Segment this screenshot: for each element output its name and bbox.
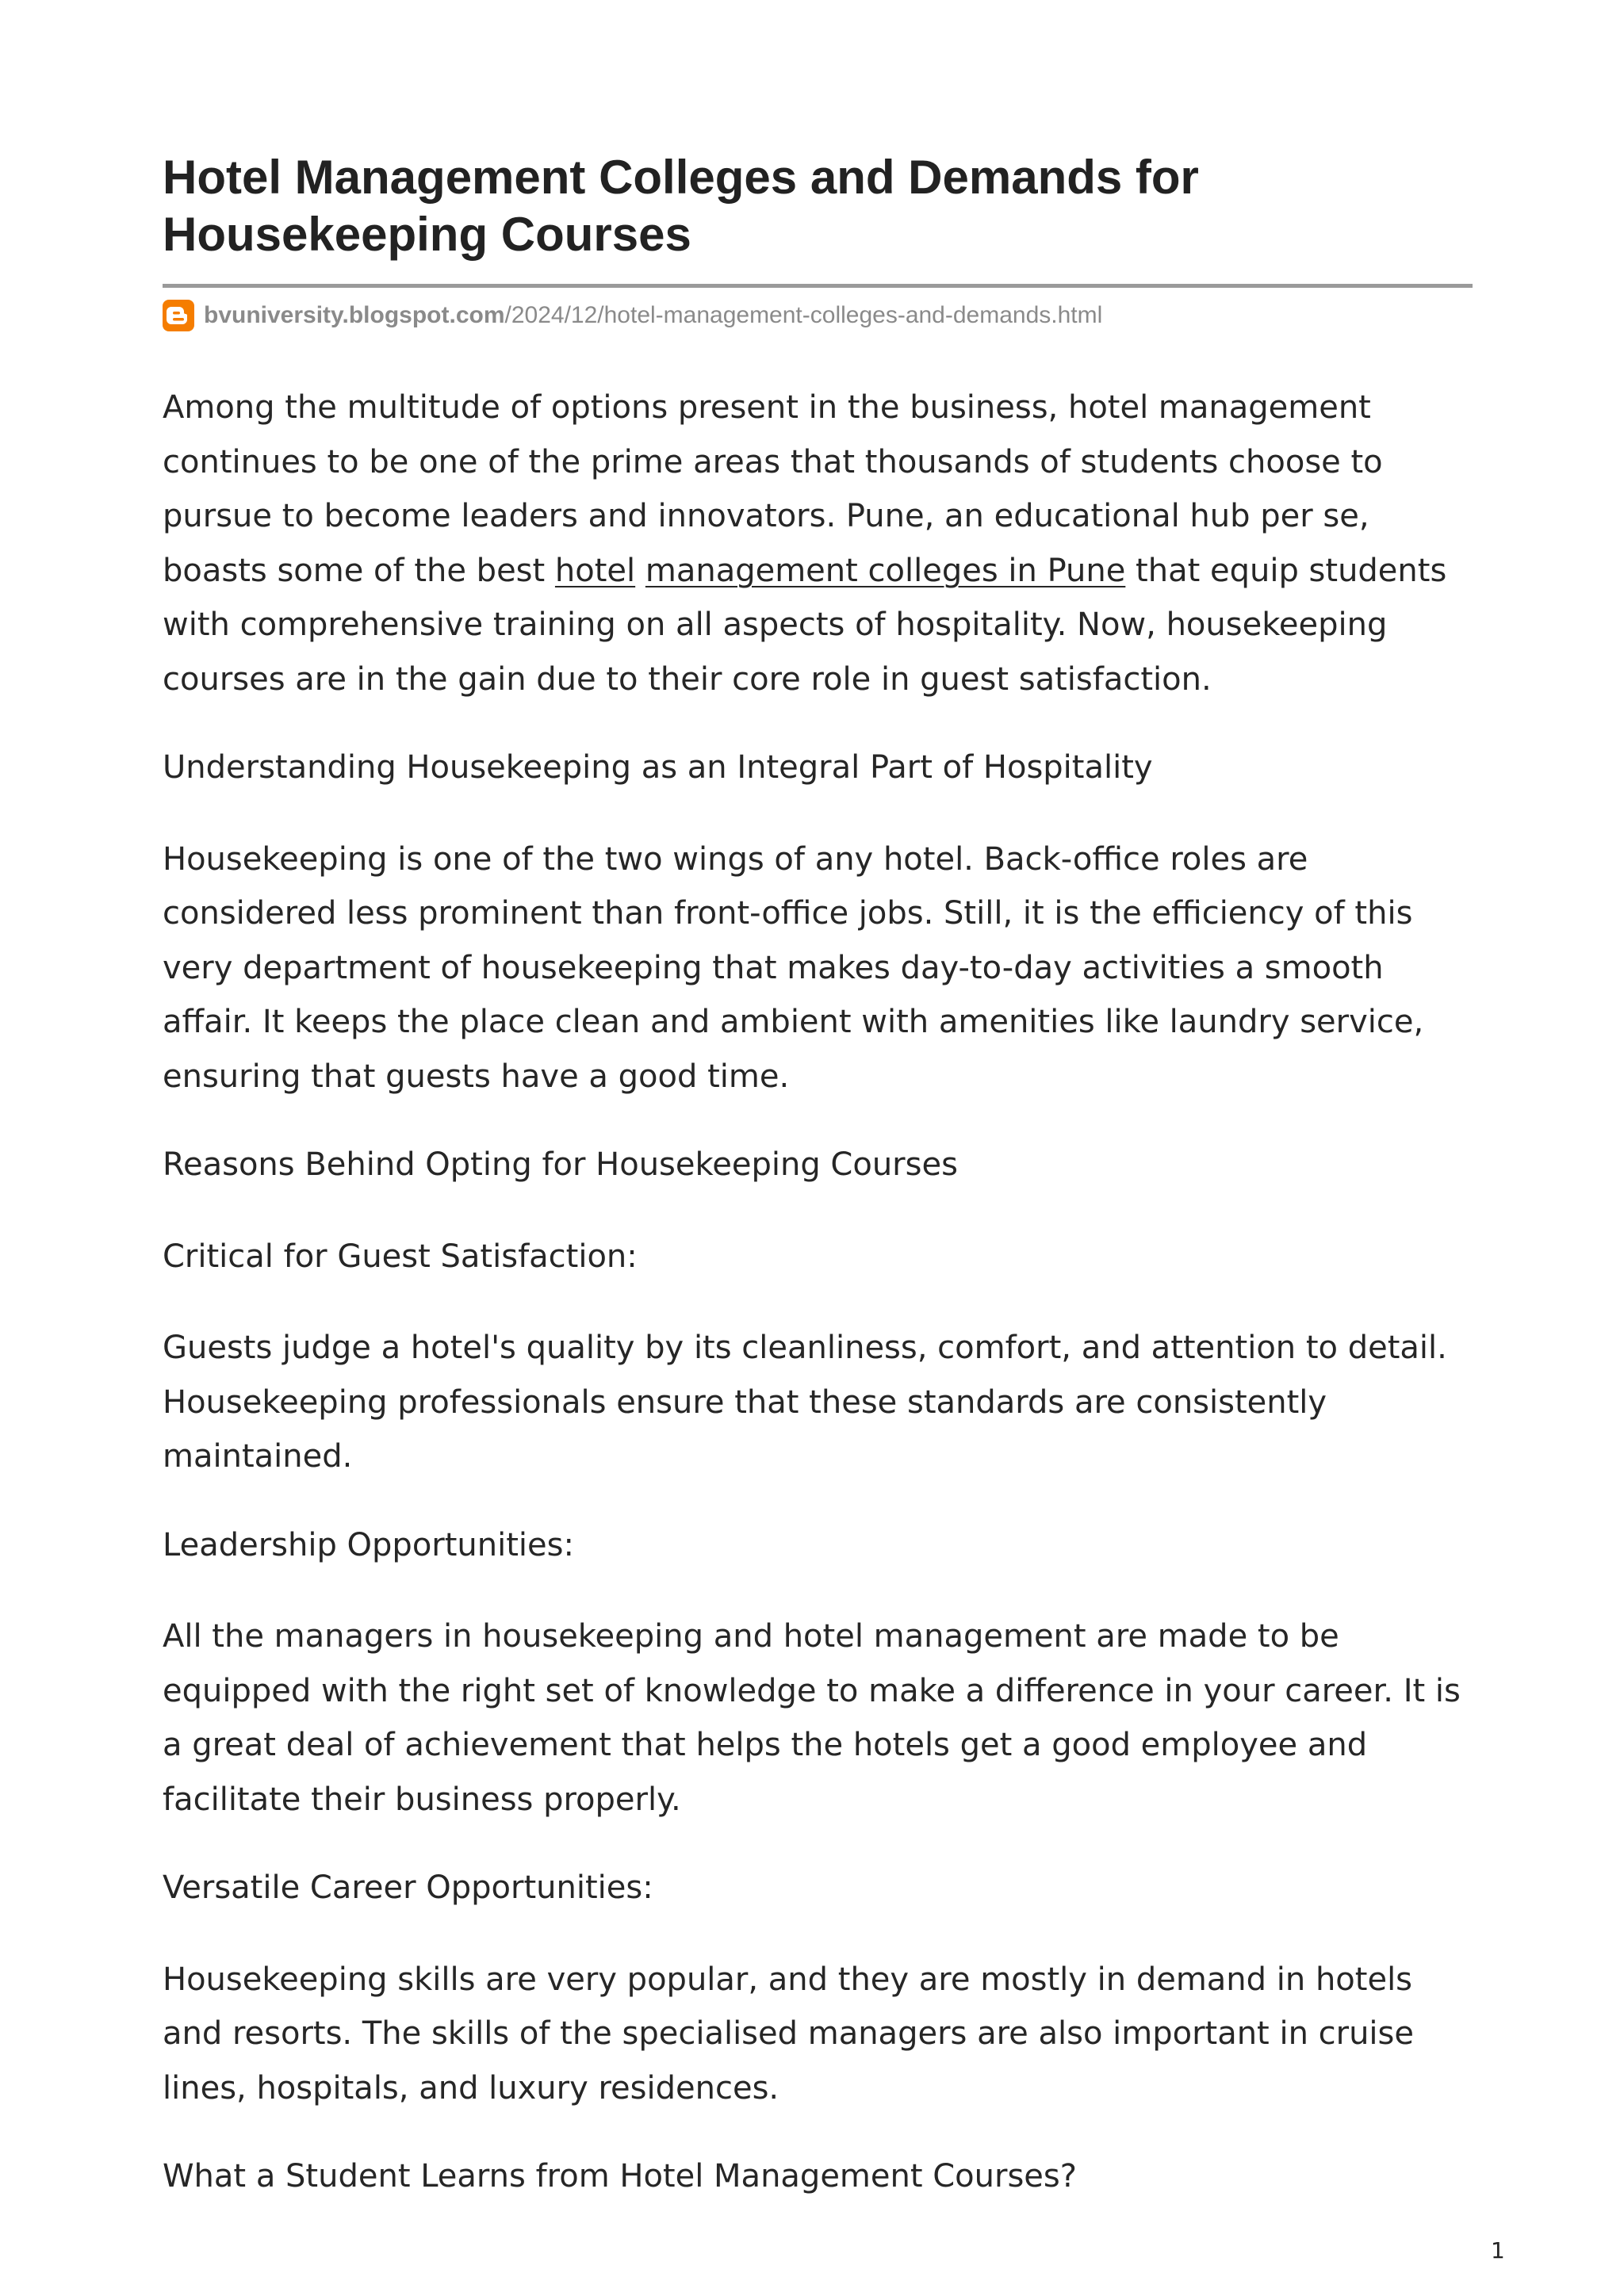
subsection-heading: Critical for Guest Satisfaction: xyxy=(163,1238,638,1275)
hotel-link[interactable]: hotel xyxy=(554,552,636,589)
source-line xyxy=(163,298,1102,333)
section-paragraph: Guests judge a hotel's quality by its cleanliness, comfort, and attention to detail. Housekeeping professionals ensure that these standards are consistently maintained. xyxy=(163,1330,1447,1475)
blogger-icon xyxy=(163,300,194,331)
article-title: Hotel Management Colleges and Demands for Housekeeping Courses xyxy=(163,151,1199,261)
section-paragraph: All the managers in housekeeping and hotel management are made to be equipped with the right set of knowledge to make a difference in your career. It is a great deal of achievement that helps the hotels get a good employee and facilitate their business properly. xyxy=(163,1618,1461,1818)
section-paragraph: Housekeeping is one of the two wings of any hotel. Back-office roles are considered less prominent than front-office jobs. Still, it is the efficiency of this very department of housekeeping that makes day-to-day activities a smooth affair. It keeps the place clean and ambient with amenities like laundry service, ensuring that guests have a good time. xyxy=(163,840,1424,1095)
section-heading: What a Student Learns from Hotel Management Courses? xyxy=(163,2158,1077,2195)
subsection-heading: Leadership Opportunities: xyxy=(163,1526,574,1563)
page-number: 1 xyxy=(1491,2237,1505,2263)
source-domain: bvuniversity.blogspot.com xyxy=(204,302,505,328)
section-paragraph: Housekeeping skills are very popular, and they are mostly in demand in hotels and resorts. The skills of the specialised managers are also important in cruise lines, hospitals, and luxury residences. xyxy=(163,1961,1414,2107)
source-url-link[interactable] xyxy=(204,302,1102,329)
source-path: /2024/12/hotel-management-colleges-and-demands.html xyxy=(504,302,1103,328)
section-heading: Understanding Housekeeping as an Integral Part of Hospitality xyxy=(163,749,1153,786)
intro-paragraph: Among the multitude of options present in the business, hotel management continues to be one of the prime areas that thousands of students choose to pursue to become leaders and innovators. Pune, an educational hub per se, boasts some of the best hotel management colleges in Pune that equip students with comprehensive training on all aspects of hospitality. Now, housekeeping courses are in the gain due to their core role in guest satisfaction. xyxy=(163,389,1447,698)
management-colleges-link[interactable]: management colleges in Pune xyxy=(645,552,1126,589)
article-body xyxy=(163,381,1479,2241)
section-heading: Reasons Behind Opting for Housekeeping Courses xyxy=(163,1146,958,1183)
subsection-heading: Versatile Career Opportunities: xyxy=(163,1869,653,1906)
title-divider xyxy=(163,284,1473,288)
